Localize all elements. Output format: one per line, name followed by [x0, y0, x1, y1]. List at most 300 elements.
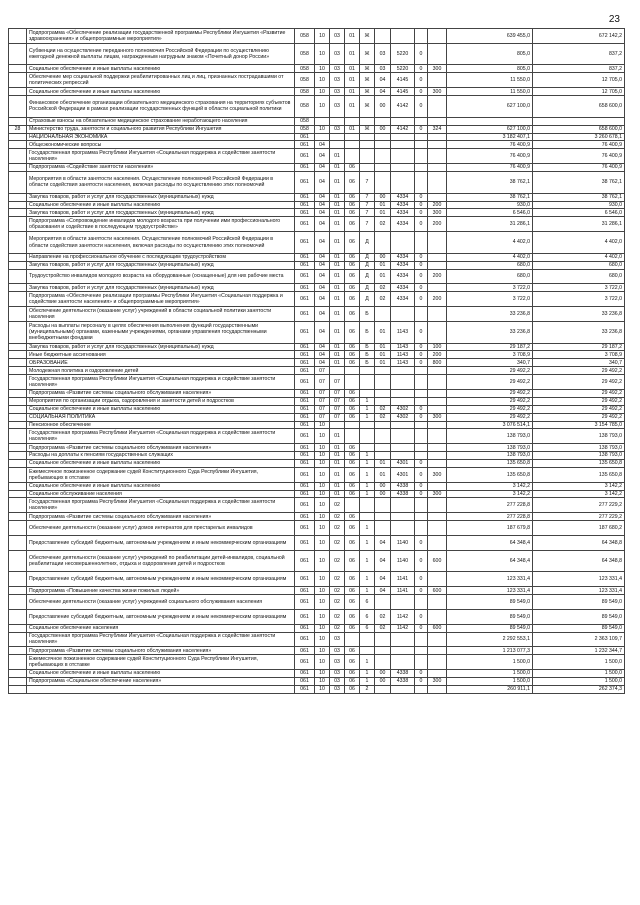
code-section: 04 [315, 149, 330, 164]
code-sub: 0 [415, 467, 428, 482]
code-expense-type: 300 [428, 677, 447, 685]
row-name: Подпрограмма «Обеспечение реализации государственной программы Республики Ингушетия «Развитие здравоохранения» и общепрограммные мероприятия» [27, 29, 295, 44]
code-program: 06 [345, 624, 360, 632]
code-section: 04 [315, 261, 330, 269]
amount-year-1: 277 228,8 [447, 513, 533, 521]
code-subprogram: Б [360, 307, 375, 322]
amount-year-2: 138 793,0 [533, 452, 625, 460]
code-ministry: 058 [295, 29, 315, 44]
code-item [391, 367, 415, 375]
code-program: 06 [345, 595, 360, 610]
code-ministry: 061 [295, 609, 315, 624]
amount-year-1: 4 402,0 [447, 232, 533, 254]
code-direction [375, 452, 391, 460]
code-section: 10 [315, 670, 330, 678]
code-subsection: 01 [330, 452, 345, 460]
code-subsection: 02 [330, 609, 345, 624]
code-subsection: 03 [330, 88, 345, 96]
code-subprogram: 1 [360, 572, 375, 587]
code-section: 10 [315, 459, 330, 467]
code-program: 06 [345, 253, 360, 261]
code-program: 01 [345, 73, 360, 88]
code-sub: 0 [415, 96, 428, 118]
code-expense-type [428, 73, 447, 88]
code-subprogram: 1 [360, 482, 375, 490]
row-name: ОБРАЗОВАНИЕ [27, 359, 295, 367]
table-row [9, 125, 625, 133]
code-direction: 02 [375, 405, 391, 413]
code-ministry: 061 [295, 164, 315, 172]
budget-table [8, 28, 625, 694]
code-subsection: 07 [330, 413, 345, 421]
code-ministry: 061 [295, 351, 315, 359]
amount-year-2: 658 600,0 [533, 125, 625, 133]
code-direction [375, 133, 391, 141]
amount-year-2: 76 400,9 [533, 149, 625, 164]
amount-year-1: 138 793,0 [447, 429, 533, 444]
amount-year-1: 680,0 [447, 261, 533, 269]
code-program: 06 [345, 201, 360, 209]
code-program [345, 498, 360, 513]
code-program: 06 [345, 482, 360, 490]
row-name: Подпрограмма «Развитие системы социального обслуживания населения» [27, 513, 295, 521]
code-program: 06 [345, 647, 360, 655]
code-expense-type [428, 375, 447, 390]
code-ministry: 058 [295, 65, 315, 73]
amount-year-2: 3 154 785,0 [533, 421, 625, 429]
code-subprogram [360, 498, 375, 513]
code-item: 4334 [391, 284, 415, 292]
code-direction: 00 [375, 253, 391, 261]
code-sub [415, 141, 428, 149]
row-name: Подпрограмма «Социальное обеспечение населения» [27, 677, 295, 685]
code-subsection: 01 [330, 261, 345, 269]
row-name: Подпрограмма «Развитие системы социального обслуживания населения» [27, 389, 295, 397]
code-sub [415, 232, 428, 254]
table-row [9, 269, 625, 284]
code-section: 10 [315, 429, 330, 444]
row-name: Направление на профессиональное обучение с последующим трудоустройством [27, 253, 295, 261]
code-ministry: 061 [295, 261, 315, 269]
row-name: Обеспечение деятельности (оказание услуг) домов интернатов для престарелых инвалидов [27, 521, 295, 536]
code-direction [375, 521, 391, 536]
code-subprogram: 1 [360, 670, 375, 678]
code-sub [415, 498, 428, 513]
table-row [9, 65, 625, 73]
code-expense-type [428, 513, 447, 521]
code-subsection: 03 [330, 29, 345, 44]
code-item [391, 141, 415, 149]
amount-year-1: 89 549,0 [447, 609, 533, 624]
amount-year-1: 805,0 [447, 43, 533, 65]
row-name: Предоставление субсидий бюджетным, автономным учреждениям и иным некоммерческим организациям [27, 609, 295, 624]
code-program [345, 367, 360, 375]
code-expense-type [428, 29, 447, 44]
code-subsection [330, 117, 345, 125]
code-sub: 0 [415, 253, 428, 261]
code-section: 10 [315, 587, 330, 595]
row-name [27, 685, 295, 693]
code-expense-type: 600 [428, 624, 447, 632]
code-program: 06 [345, 444, 360, 452]
code-direction: 01 [375, 201, 391, 209]
code-section: 04 [315, 217, 330, 232]
code-expense-type [428, 572, 447, 587]
code-ministry: 061 [295, 172, 315, 194]
amount-year-2: 64 348,8 [533, 550, 625, 572]
code-direction [375, 397, 391, 405]
row-name: Ежемесячное пожизненное содержание судей Конституционного Суда Республики Ингушетия, пребывающих в отставке [27, 467, 295, 482]
code-sub [415, 655, 428, 670]
code-subprogram: 1 [360, 413, 375, 421]
table-row [9, 253, 625, 261]
code-section: 10 [315, 655, 330, 670]
code-sub [415, 164, 428, 172]
code-sub: 0 [415, 269, 428, 284]
code-subsection: 03 [330, 43, 345, 65]
table-body [9, 29, 625, 694]
code-sub [415, 513, 428, 521]
code-direction [375, 647, 391, 655]
amount-year-1: 6 546,0 [447, 209, 533, 217]
code-ministry: 061 [295, 343, 315, 351]
code-subsection: 03 [330, 96, 345, 118]
amount-year-2: 1 500,0 [533, 655, 625, 670]
row-name: Государственная программа Республики Ингушетия «Социальная поддержка и содействие занятости населения» [27, 375, 295, 390]
code-expense-type [428, 670, 447, 678]
amount-year-1: 33 236,8 [447, 321, 533, 343]
code-ministry: 061 [295, 141, 315, 149]
row-name: Социальное обеспечение населения [27, 624, 295, 632]
code-section: 04 [315, 343, 330, 351]
code-section: 10 [315, 43, 330, 65]
code-item [391, 421, 415, 429]
amount-year-1: 29 492,2 [447, 413, 533, 421]
row-name: Подпрограмма «Сопровождение инвалидов молодого возраста при получении ими профессионального образования и содействие в последующем трудоустройстве» [27, 217, 295, 232]
code-direction: 04 [375, 550, 391, 572]
amount-year-2: 187 680,2 [533, 521, 625, 536]
code-item: 1142 [391, 624, 415, 632]
row-name: Государственная программа Республики Ингушетия «Социальная поддержка и содействие занятости населения» [27, 149, 295, 164]
row-number [9, 351, 27, 359]
code-expense-type [428, 429, 447, 444]
code-program: 06 [345, 261, 360, 269]
code-ministry: 061 [295, 670, 315, 678]
code-subsection: 03 [330, 632, 345, 647]
row-number [9, 307, 27, 322]
code-program: 06 [345, 232, 360, 254]
code-direction: 00 [375, 125, 391, 133]
code-sub: 0 [415, 482, 428, 490]
row-name: Обеспечение деятельности (оказание услуг) учреждений социального обслуживания населения [27, 595, 295, 610]
code-section: 04 [315, 201, 330, 209]
code-section: 10 [315, 421, 330, 429]
code-section: 04 [315, 307, 330, 322]
amount-year-1: 3 142,2 [447, 490, 533, 498]
code-direction [375, 172, 391, 194]
code-ministry: 061 [295, 367, 315, 375]
row-name: Расходы на доплаты к пенсиям государственных служащих [27, 452, 295, 460]
code-subsection: 03 [330, 655, 345, 670]
row-number [9, 389, 27, 397]
code-subprogram: 7 [360, 217, 375, 232]
row-number [9, 29, 27, 44]
row-number [9, 595, 27, 610]
amount-year-2: 38 762,1 [533, 193, 625, 201]
row-number [9, 375, 27, 390]
code-expense-type [428, 521, 447, 536]
code-item [391, 632, 415, 647]
code-sub: 0 [415, 405, 428, 413]
amount-year-2: 33 236,8 [533, 307, 625, 322]
row-number [9, 359, 27, 367]
code-item [391, 429, 415, 444]
table-row [9, 232, 625, 254]
code-direction [375, 655, 391, 670]
code-ministry: 061 [295, 647, 315, 655]
code-expense-type: 300 [428, 413, 447, 421]
code-section: 07 [315, 375, 330, 390]
table-row [9, 498, 625, 513]
code-ministry: 061 [295, 535, 315, 550]
code-program: 06 [345, 217, 360, 232]
code-program: 06 [345, 292, 360, 307]
table-row [9, 307, 625, 322]
code-sub: 0 [415, 261, 428, 269]
code-expense-type [428, 117, 447, 125]
code-item [391, 444, 415, 452]
amount-year-2: 1 500,0 [533, 677, 625, 685]
code-ministry: 061 [295, 253, 315, 261]
code-expense-type [428, 321, 447, 343]
code-subprogram: 1 [360, 655, 375, 670]
code-ministry: 061 [295, 149, 315, 164]
code-program: 06 [345, 655, 360, 670]
code-item [391, 307, 415, 322]
code-ministry: 061 [295, 632, 315, 647]
amount-year-1: 76 400,9 [447, 149, 533, 164]
code-direction: 02 [375, 609, 391, 624]
row-number [9, 498, 27, 513]
code-item: 1140 [391, 550, 415, 572]
code-subsection: 01 [330, 467, 345, 482]
code-sub [415, 632, 428, 647]
code-section: 10 [315, 685, 330, 693]
code-sub: 0 [415, 677, 428, 685]
code-direction [375, 595, 391, 610]
code-program: 06 [345, 209, 360, 217]
code-subsection: 02 [330, 572, 345, 587]
code-subprogram: 1 [360, 535, 375, 550]
code-sub: 0 [415, 459, 428, 467]
amount-year-2: 3 722,0 [533, 292, 625, 307]
code-item: 4334 [391, 261, 415, 269]
code-expense-type [428, 685, 447, 693]
table-row [9, 261, 625, 269]
code-item: 1141 [391, 572, 415, 587]
code-ministry: 061 [295, 467, 315, 482]
code-item: 4334 [391, 269, 415, 284]
code-direction: 04 [375, 535, 391, 550]
amount-year-1: 29 492,2 [447, 375, 533, 390]
code-ministry: 061 [295, 550, 315, 572]
code-section: 04 [315, 269, 330, 284]
code-ministry: 061 [295, 572, 315, 587]
code-section: 10 [315, 467, 330, 482]
code-program: 06 [345, 321, 360, 343]
row-name: Подпрограмма «Развитие системы социального обслуживания населения» [27, 444, 295, 452]
table-row [9, 367, 625, 375]
code-subsection: 03 [330, 647, 345, 655]
code-expense-type: 200 [428, 269, 447, 284]
code-subprogram: 1 [360, 521, 375, 536]
code-item: 4334 [391, 201, 415, 209]
amount-year-2: 29 187,2 [533, 343, 625, 351]
code-subsection: 01 [330, 482, 345, 490]
code-expense-type [428, 647, 447, 655]
code-section [315, 133, 330, 141]
code-expense-type: 324 [428, 125, 447, 133]
code-item [391, 647, 415, 655]
amount-year-1: 277 228,8 [447, 498, 533, 513]
table-row [9, 397, 625, 405]
row-number [9, 647, 27, 655]
code-subprogram: Ж [360, 88, 375, 96]
row-number [9, 452, 27, 460]
code-subsection: 03 [330, 73, 345, 88]
table-row [9, 521, 625, 536]
code-sub [415, 29, 428, 44]
table-row [9, 389, 625, 397]
code-sub [415, 389, 428, 397]
row-name: Министерство труда, занятости и социального развития Республики Ингушетия [27, 125, 295, 133]
row-name: Финансовое обеспечение организации обязательного медицинского страхования на территориях субъектов Российской Федерации в рамках реализации государственных функций в области социальной политики [27, 96, 295, 118]
amount-year-2: 837,2 [533, 65, 625, 73]
row-name: Расходы на выплаты персоналу в целях обеспечения выполнения функций государственными (муниципальными) органами, казенными учреждениями, органами управления государственными внебюджетными фондами [27, 321, 295, 343]
row-name: Мероприятия в области занятости населения. Осуществление полномочий Российской Федерации в области содействия занятости населения, включая расходы по осуществлению этих полномочий [27, 172, 295, 194]
code-subprogram: 7 [360, 209, 375, 217]
code-item: 4145 [391, 88, 415, 96]
row-number [9, 624, 27, 632]
code-expense-type: 300 [428, 467, 447, 482]
row-name: Общеэкономические вопросы [27, 141, 295, 149]
code-subsection: 02 [330, 550, 345, 572]
code-subprogram: 1 [360, 397, 375, 405]
code-sub: 0 [415, 550, 428, 572]
code-sub: 0 [415, 193, 428, 201]
code-expense-type: 800 [428, 359, 447, 367]
code-expense-type [428, 141, 447, 149]
code-program [345, 375, 360, 390]
row-number [9, 521, 27, 536]
row-name: Социальное обеспечение и иные выплаты населению [27, 670, 295, 678]
code-sub: 0 [415, 284, 428, 292]
code-direction: 01 [375, 359, 391, 367]
code-program: 06 [345, 685, 360, 693]
code-program [345, 141, 360, 149]
code-expense-type [428, 253, 447, 261]
code-subsection: 03 [330, 65, 345, 73]
amount-year-1: 31 286,1 [447, 217, 533, 232]
code-program: 06 [345, 609, 360, 624]
code-ministry: 061 [295, 209, 315, 217]
amount-year-1: 29 187,2 [447, 343, 533, 351]
code-subsection: 01 [330, 217, 345, 232]
amount-year-1 [447, 117, 533, 125]
code-ministry: 061 [295, 685, 315, 693]
code-direction [375, 498, 391, 513]
code-section: 10 [315, 535, 330, 550]
amount-year-1: 76 400,9 [447, 141, 533, 149]
code-subprogram [360, 133, 375, 141]
code-expense-type [428, 397, 447, 405]
code-subsection: 01 [330, 490, 345, 498]
table-row [9, 490, 625, 498]
code-sub: 0 [415, 43, 428, 65]
code-direction [375, 375, 391, 390]
code-section: 04 [315, 141, 330, 149]
amount-year-1: 3 142,2 [447, 482, 533, 490]
row-number [9, 164, 27, 172]
code-program: 06 [345, 359, 360, 367]
code-item: 1143 [391, 343, 415, 351]
code-subprogram: Д [360, 269, 375, 284]
code-direction [375, 685, 391, 693]
amount-year-2: 6 546,0 [533, 209, 625, 217]
code-direction: 02 [375, 217, 391, 232]
code-program: 06 [345, 521, 360, 536]
row-number [9, 655, 27, 670]
table-row [9, 535, 625, 550]
row-number [9, 321, 27, 343]
code-expense-type [428, 452, 447, 460]
code-subsection: 01 [330, 459, 345, 467]
amount-year-1: 639 455,0 [447, 29, 533, 44]
code-subsection: 02 [330, 587, 345, 595]
amount-year-2: 138 793,0 [533, 429, 625, 444]
code-subprogram: Ж [360, 125, 375, 133]
row-number [9, 88, 27, 96]
code-direction: 04 [375, 73, 391, 88]
amount-year-2: 3 142,2 [533, 490, 625, 498]
code-expense-type: 300 [428, 490, 447, 498]
code-subprogram [360, 389, 375, 397]
code-subsection: 01 [330, 232, 345, 254]
code-subsection: 03 [330, 670, 345, 678]
amount-year-1: 627 100,0 [447, 125, 533, 133]
table-row [9, 624, 625, 632]
table-row [9, 572, 625, 587]
amount-year-1: 1 500,0 [447, 655, 533, 670]
code-subsection: 03 [330, 685, 345, 693]
code-ministry: 061 [295, 193, 315, 201]
code-section: 04 [315, 321, 330, 343]
code-direction: 01 [375, 321, 391, 343]
amount-year-2 [533, 117, 625, 125]
code-program: 06 [345, 343, 360, 351]
code-direction [375, 429, 391, 444]
code-ministry: 061 [295, 359, 315, 367]
row-number [9, 261, 27, 269]
amount-year-1: 135 650,8 [447, 459, 533, 467]
code-direction: 02 [375, 624, 391, 632]
amount-year-1: 89 549,0 [447, 595, 533, 610]
code-direction [375, 164, 391, 172]
code-section: 04 [315, 359, 330, 367]
table-row [9, 452, 625, 460]
code-direction: 04 [375, 88, 391, 96]
amount-year-2: 29 492,2 [533, 405, 625, 413]
